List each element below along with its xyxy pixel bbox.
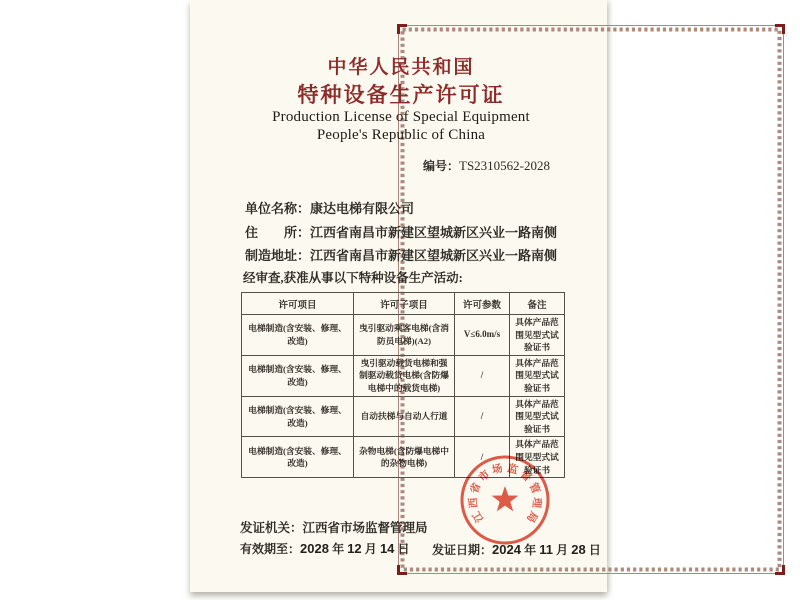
header-remarks: 备注 (510, 293, 565, 315)
cell-subproject: 曳引驱动乘客电梯(含消防员电梯)(A2) (354, 315, 455, 356)
license-number-value: TS2310562-2028 (459, 158, 551, 173)
header-permit-item: 许可项目 (242, 293, 354, 315)
cell-parameter: / (455, 355, 510, 396)
svg-text:省: 省 (469, 481, 484, 496)
title-license: 特种设备生产许可证 (297, 83, 505, 107)
svg-text:江: 江 (471, 509, 487, 524)
cell-remark: 具体产品范围见型式试验证书 (510, 396, 565, 437)
table-row (242, 355, 565, 396)
header-permit-subitem: 许可子项目 (354, 293, 455, 315)
year-char: 年 (332, 542, 345, 556)
cell-parameter: / (455, 437, 510, 478)
valid-day: 14 (379, 541, 395, 556)
title-english-line1: Production License of Special Equipment (272, 109, 530, 125)
svg-text:局: 局 (523, 509, 539, 524)
valid-until-line (240, 542, 410, 556)
valid-year: 2028 (300, 541, 329, 556)
manufacturing-address-label: 制造地址： (245, 248, 311, 263)
cell-remark: 具体产品范围见型式试验证书 (510, 315, 565, 356)
issue-day: 28 (571, 542, 586, 557)
title-english-line2: People's Republic of China (316, 127, 486, 143)
official-seal (459, 454, 551, 546)
unit-name-value: 康达电梯有限公司 (310, 201, 415, 216)
issuing-authority-line (240, 522, 428, 535)
header-permit-parameter: 许可参数 (455, 293, 510, 315)
issue-date-label: 发证日期： (432, 543, 493, 557)
svg-text:场: 场 (491, 463, 504, 477)
manufacturing-address-line (245, 249, 557, 264)
issuing-authority-label: 发证机关： (240, 521, 303, 535)
cell-project: 电梯制造(含安装、修理、改造) (242, 396, 354, 437)
cell-remark: 具体产品范围见型式试验证书 (510, 437, 565, 478)
table-row (242, 396, 565, 437)
license-table (241, 292, 565, 478)
cell-subproject: 曳引驱动载货电梯和强制驱动载货电梯(含防爆电梯中的载货电梯) (354, 355, 455, 396)
address-label: 住 所： (245, 225, 311, 240)
cell-project: 电梯制造(含安装、修理、改造) (242, 437, 354, 478)
manufacturing-address-value: 江西省南昌市新建区望城新区兴业一路南侧 (310, 248, 558, 263)
cell-project: 电梯制造(含安装、修理、改造) (242, 315, 354, 356)
month-char: 月 (556, 543, 569, 557)
svg-text:监: 监 (506, 463, 519, 477)
year-char: 年 (524, 543, 537, 557)
approval-note: 经审查,获准从事以下特种设备生产活动: (243, 271, 463, 285)
seal-star-icon (492, 486, 519, 511)
cell-subproject: 杂物电梯(含防爆电梯中的杂物电梯) (354, 437, 455, 478)
table-header-row (242, 293, 565, 315)
license-number-label: 编号： (423, 159, 460, 173)
svg-text:督: 督 (517, 469, 533, 485)
cell-project: 电梯制造(含安装、修理、改造) (242, 355, 354, 396)
svg-text:管: 管 (526, 481, 541, 496)
valid-until-label: 有效期至： (240, 542, 301, 556)
issue-month: 11 (539, 542, 553, 557)
issuing-authority-value: 江西省市场监督管理局 (302, 521, 428, 535)
month-char: 月 (364, 542, 377, 556)
address-line (245, 226, 557, 241)
address-value: 江西省南昌市新建区望城新区兴业一路南侧 (310, 225, 558, 240)
day-char: 日 (588, 543, 601, 557)
issue-year: 2024 (492, 542, 521, 557)
cell-parameter: V≤6.0m/s (455, 315, 510, 356)
cell-parameter: / (455, 396, 510, 437)
svg-text:理: 理 (529, 496, 542, 509)
cell-subproject: 自动扶梯与自动人行道 (354, 396, 455, 437)
unit-name-line (245, 202, 414, 217)
day-char: 日 (397, 542, 410, 556)
valid-month: 12 (347, 541, 362, 556)
title-country: 中华人民共和国 (327, 57, 475, 78)
svg-text:西: 西 (468, 496, 481, 509)
license-number-line (423, 159, 550, 172)
table-row (242, 315, 565, 356)
cell-remark: 具体产品范围见型式试验证书 (510, 355, 565, 396)
unit-name-label: 单位名称： (245, 201, 311, 216)
svg-text:市: 市 (477, 469, 493, 485)
